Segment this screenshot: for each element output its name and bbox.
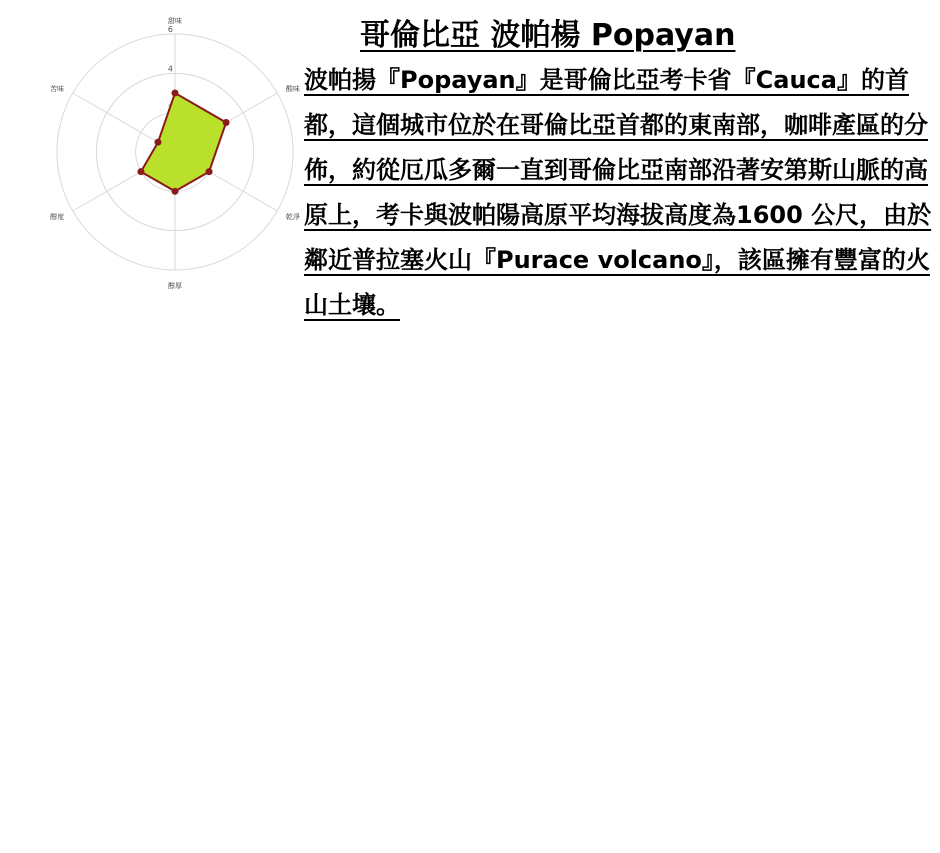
data-point <box>154 139 161 146</box>
axis-label: 醇度 <box>50 213 65 221</box>
axis-label: 乾淨 <box>285 213 300 221</box>
axis-label: 甜味 <box>168 17 182 25</box>
radar-chart <box>0 0 300 300</box>
data-point <box>172 90 179 97</box>
series-area <box>141 93 226 191</box>
axis-label: 酸味 <box>285 85 300 93</box>
data-point <box>137 168 144 175</box>
data-point <box>172 188 179 195</box>
tick-label: 4 <box>167 64 173 74</box>
article <box>304 14 934 328</box>
data-point <box>223 119 230 126</box>
axis-label: 醇厚 <box>168 282 182 290</box>
article-title: 哥倫比亞 波帕楊 Popayan <box>360 18 736 53</box>
data-point <box>206 168 213 175</box>
tick-label: 6 <box>167 25 173 34</box>
article-body: 波帕揚『Popayan』是哥倫比亞考卡省『Cauca』的首都，這個城市位於在哥倫比亞首都的東南部，咖啡產區的分佈，約從厄瓜多爾一直到哥倫比亞南部沿著安第斯山脈的高原上，考卡與波帕陽高原平均海拔高度為1600 公尺，由於鄰近普拉塞火山『Purace volcano』，該區擁有豐富的火山土壤。 <box>304 66 932 319</box>
axis-label: 苦味 <box>50 85 65 93</box>
radar-series <box>137 90 229 195</box>
